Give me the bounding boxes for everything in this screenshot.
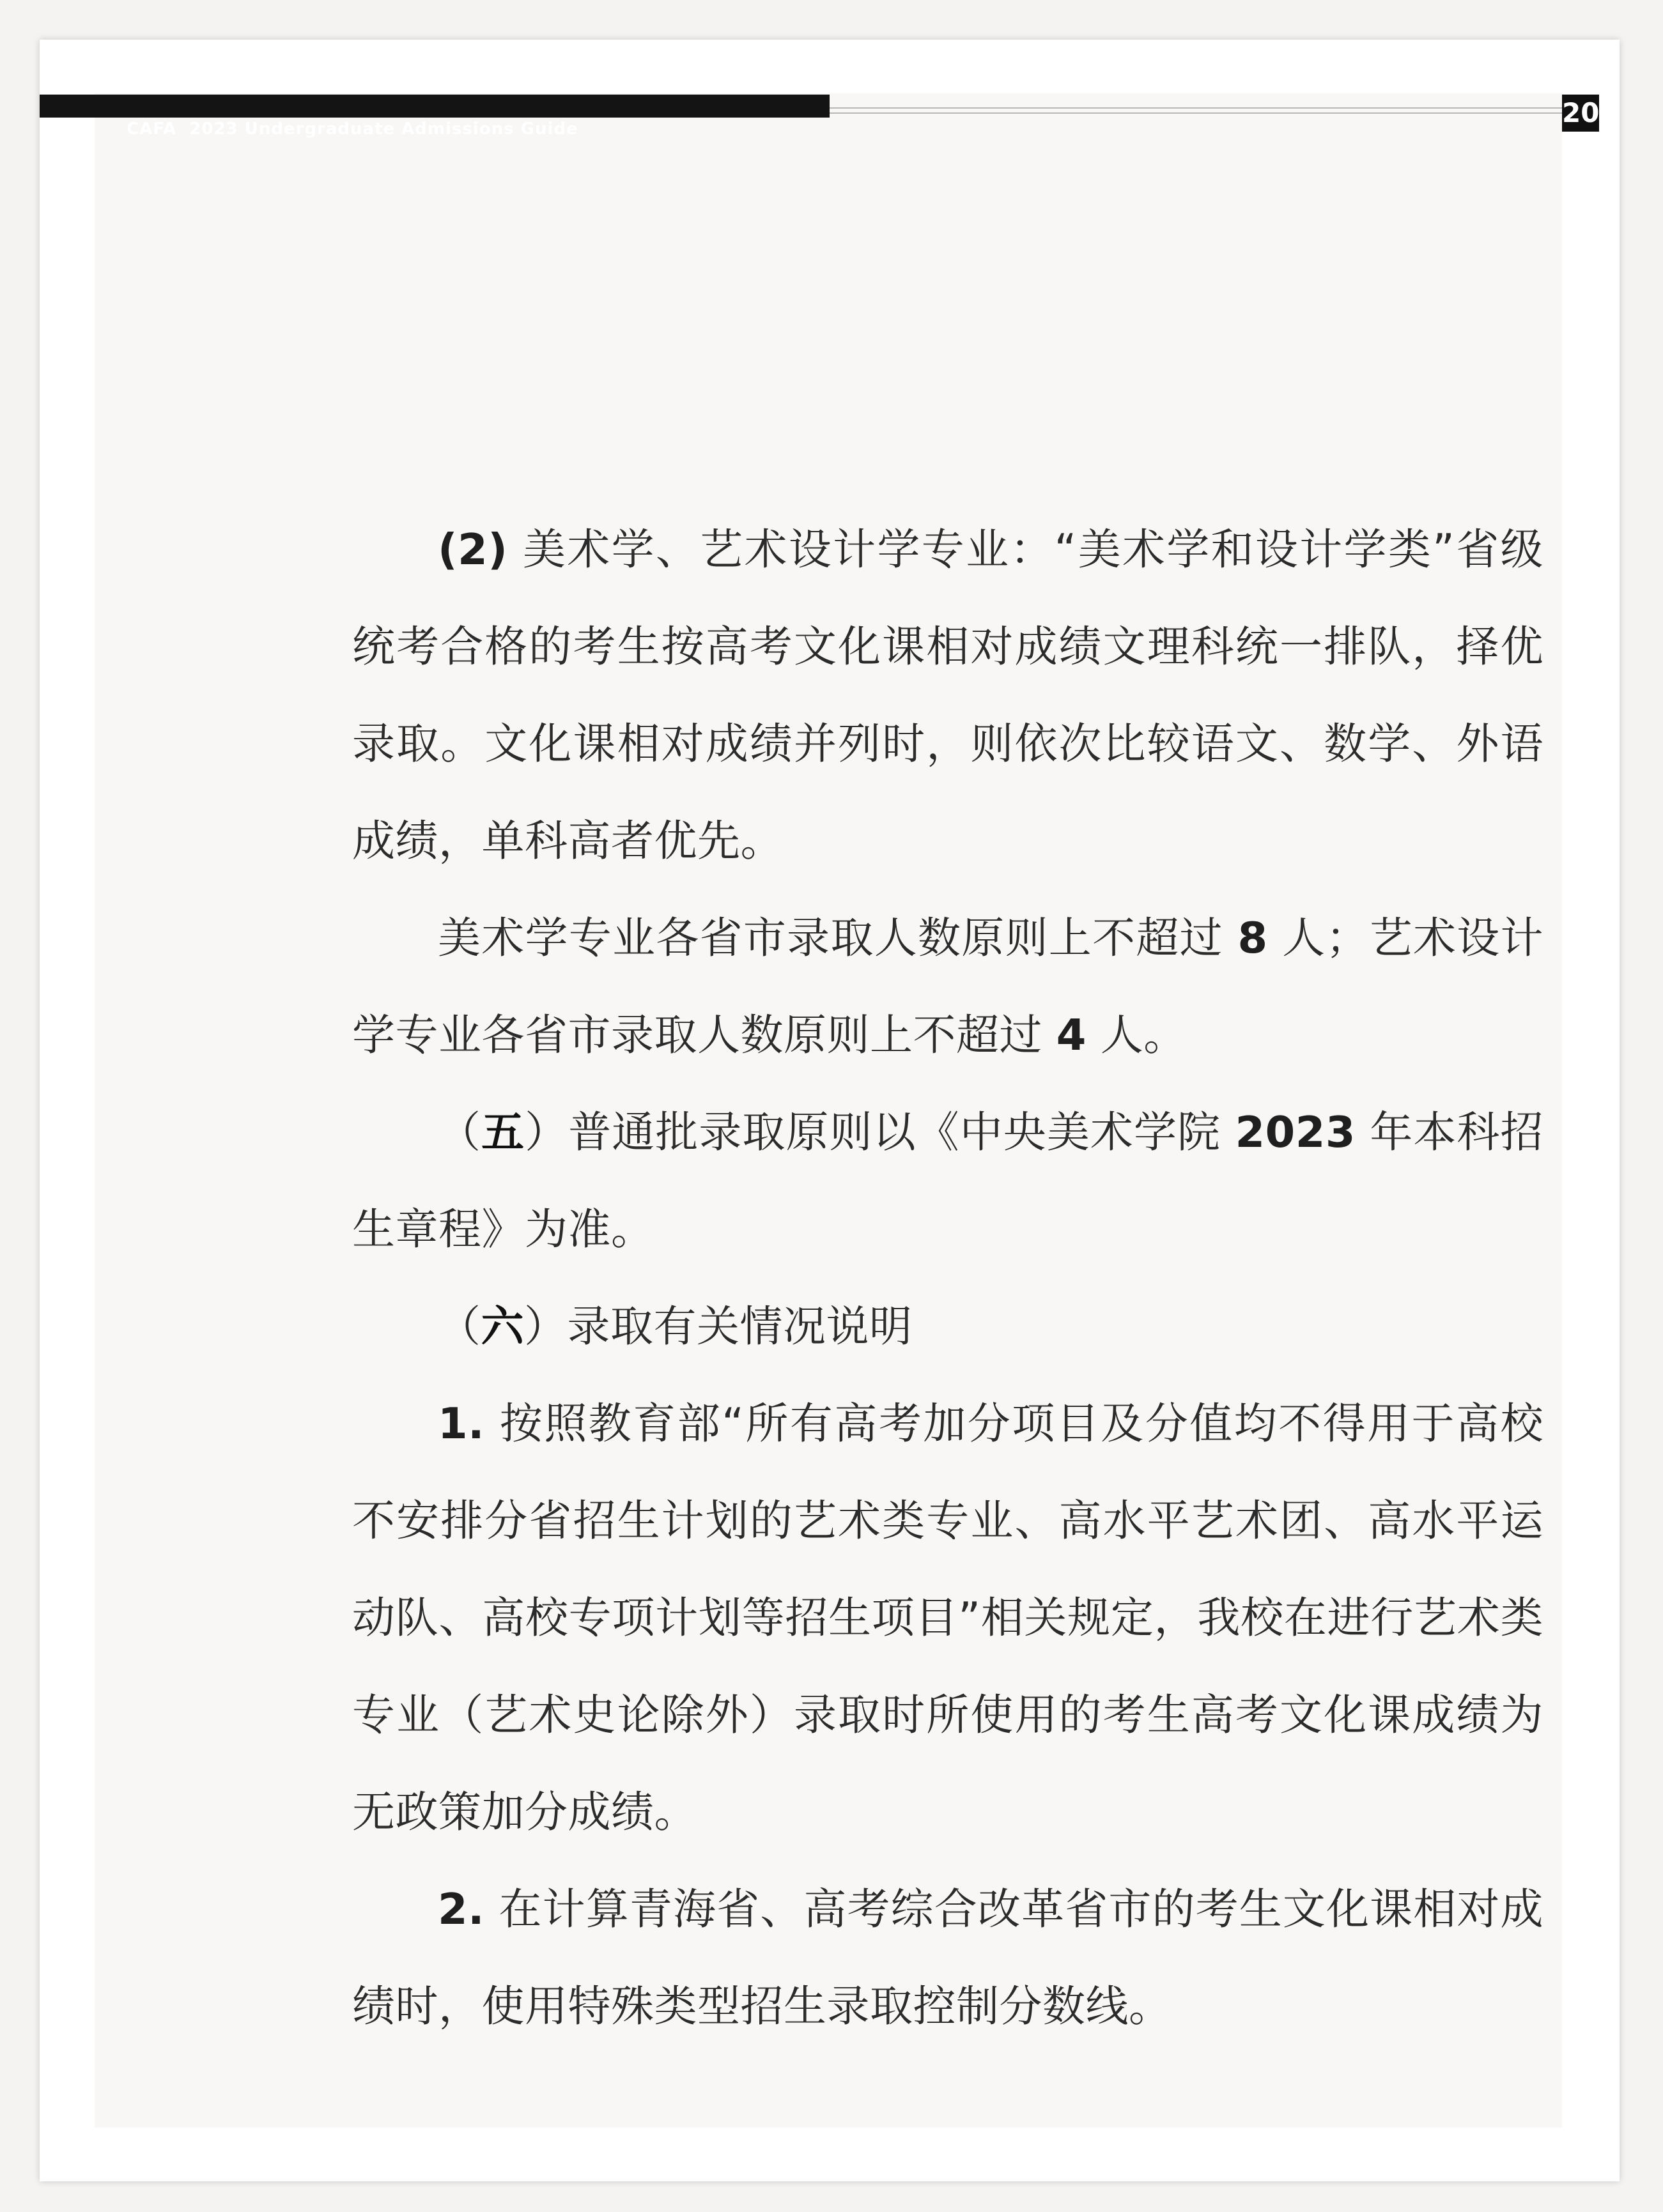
- paragraph-text: 年本科招生章程》为准。: [352, 1107, 1543, 1254]
- paragraph-text: 普通批录取原则以《中央美术学院: [568, 1107, 1235, 1157]
- paragraph-relative-score: [352, 1861, 1543, 2055]
- header-rule-bottom: [830, 112, 1565, 114]
- item-label: 2.: [438, 1884, 485, 1934]
- section-number: 六: [481, 1302, 524, 1351]
- paragraph-text: 美术学、艺术设计学专业：“美术学和设计学类”省级统考合格的考生按高考文化课相对成绩文理科统一排队，择优录取。文化课相对成绩并列时，则依次比较语文、数学、外语成绩，单科高者优先。: [352, 525, 1543, 866]
- guide-title: CAFA 2023 Undergraduate Admissions Guide: [127, 119, 578, 139]
- page-number: 20: [1562, 95, 1599, 132]
- quota-number: 4: [1056, 1010, 1087, 1060]
- document-body: [352, 501, 1543, 2055]
- paragraph-text: 人。: [1086, 1010, 1187, 1060]
- section-number: 五: [481, 1107, 525, 1157]
- paragraph-text: 按照教育部“所有高考加分项目及分值均不得用于高校不安排分省招生计划的艺术类专业、高水平艺术团、高水平运动队、高校专项计划等招生项目”相关规定，我校在进行艺术类专业（艺术史论除外）录取时所使用的考生高考文化课成绩为无政策加分成绩。: [352, 1399, 1543, 1837]
- header-rule-top: [830, 107, 1565, 109]
- paragraph-quota: [352, 889, 1543, 1084]
- bracket-open: （: [438, 1302, 481, 1351]
- item-label: (2): [438, 525, 508, 574]
- section-title: 录取有关情况说明: [567, 1302, 913, 1351]
- section-heading-five: [352, 1084, 1543, 1278]
- item-label: 1.: [438, 1399, 485, 1448]
- paragraph-admission-art-design: [352, 501, 1543, 889]
- bracket-open: （: [438, 1107, 482, 1157]
- header-title-bar: [40, 95, 830, 139]
- quota-number: 8: [1237, 913, 1268, 963]
- bracket-close: ）: [524, 1302, 568, 1351]
- year-number: 2023: [1235, 1107, 1356, 1157]
- paragraph-bonus-points: [352, 1375, 1543, 1861]
- paragraph-text: 在计算青海省、高考综合改革省市的考生文化课相对成绩时，使用特殊类型招生录取控制分数线。: [352, 1884, 1543, 2031]
- bracket-close: ）: [525, 1107, 569, 1157]
- paragraph-text: 人；艺术设计学专业各省市录取人数原则上不超过: [352, 913, 1544, 1060]
- section-heading-six: [352, 1278, 1543, 1375]
- paragraph-text: 美术学专业各省市录取人数原则上不超过: [438, 913, 1238, 963]
